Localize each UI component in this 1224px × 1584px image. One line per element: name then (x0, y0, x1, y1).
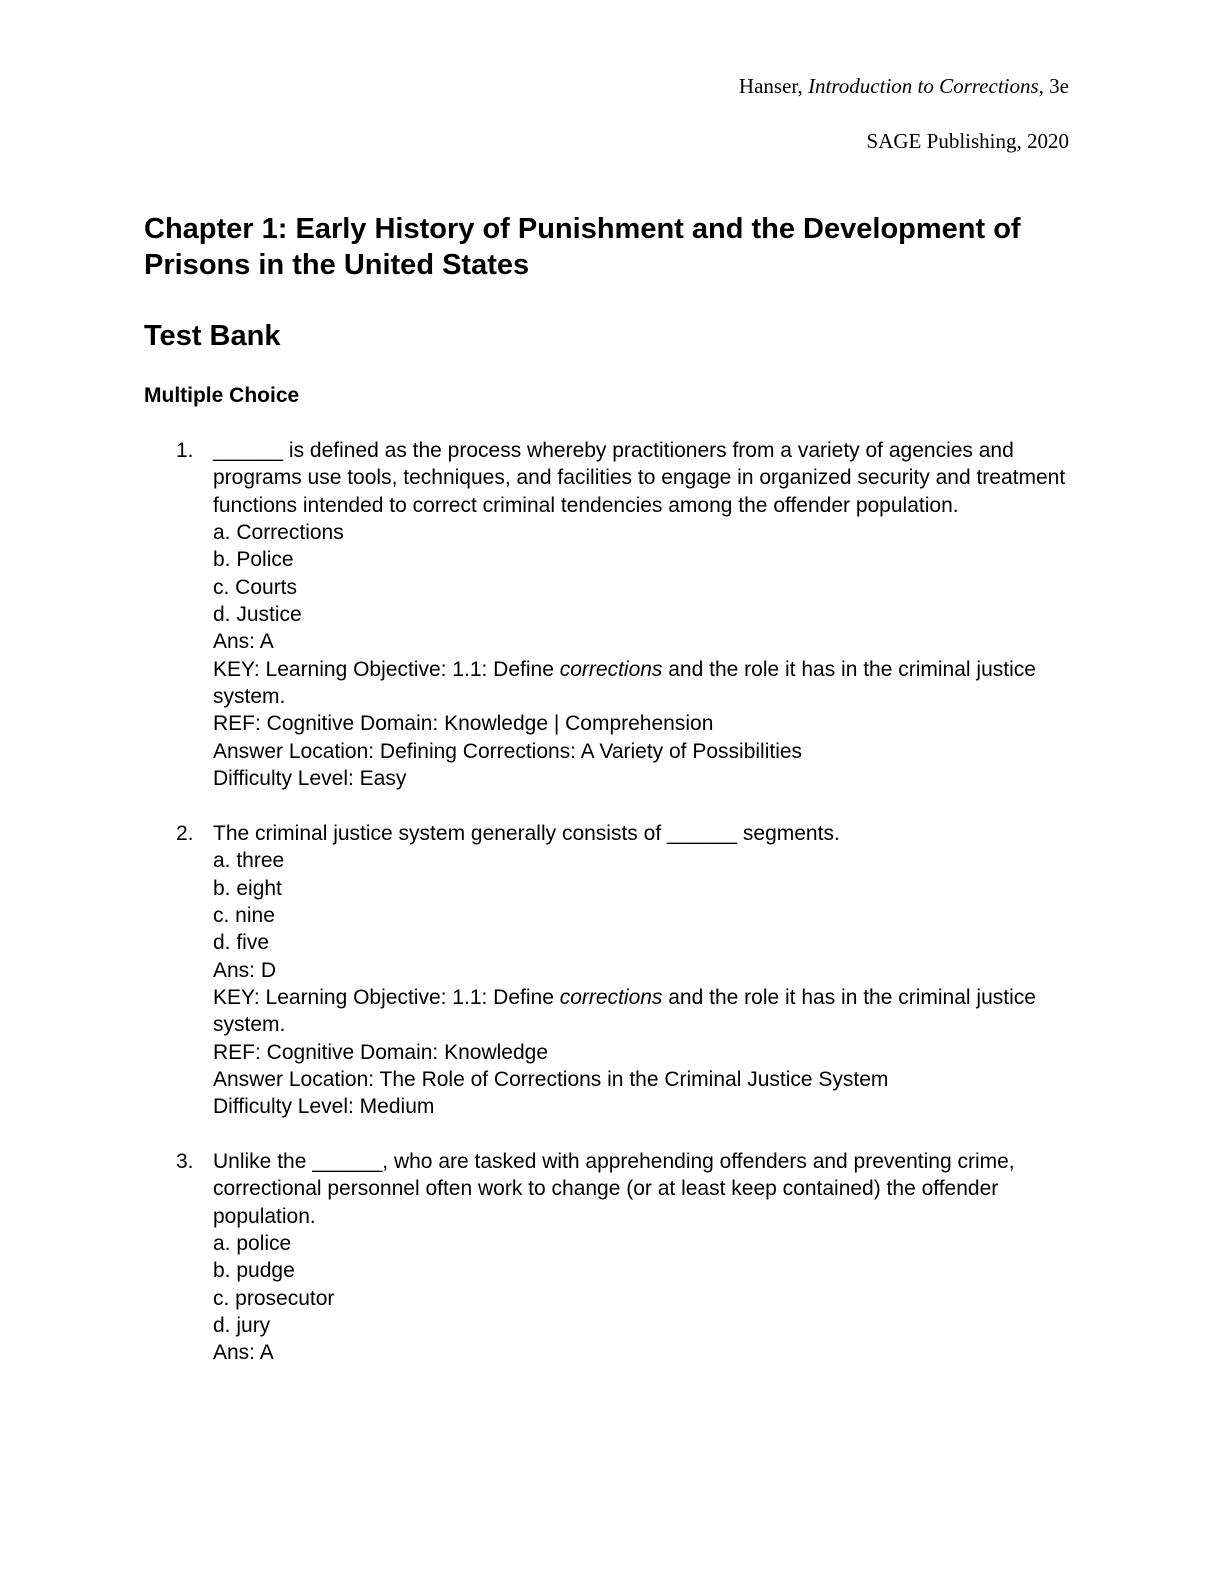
question-1 (176, 437, 1076, 792)
key-suffix: and the role it has in the criminal justice system. (213, 657, 1036, 709)
header-book-title: Introduction to Corrections (808, 74, 1039, 98)
option-b: b. Police (213, 548, 294, 572)
running-header-book (739, 74, 1069, 98)
question-stem: The criminal justice system generally consists of ______ segments. (213, 821, 840, 845)
question-2 (176, 820, 1076, 1121)
key-learning-objective (213, 984, 1076, 1039)
option-a: a. police (213, 1231, 292, 1255)
option-d: d. Justice (213, 603, 302, 627)
ref-cognitive-domain: REF: Cognitive Domain: Knowledge | Comprehension (213, 712, 714, 736)
question-number: 2. (176, 821, 194, 845)
difficulty-level: Difficulty Level: Easy (213, 767, 407, 791)
running-header-publisher: SAGE Publishing, 2020 (866, 129, 1069, 153)
difficulty-level: Difficulty Level: Medium (213, 1095, 435, 1119)
key-prefix: KEY: Learning Objective: 1.1: Define (213, 985, 560, 1009)
question-number: 1. (176, 439, 194, 462)
header-author: Hanser, (738, 74, 809, 98)
option-c: c. Courts (213, 575, 298, 599)
option-a: a. Corrections (213, 521, 344, 545)
option-d: d. five (213, 931, 270, 955)
key-learning-objective (213, 656, 1076, 711)
question-stem: ______ is defined as the process whereby practitioners from a variety of agencies and programs use tools, techniques, and facilities to engage in organized security and treatment functions intended to correct criminal tendencies among the offender population. (213, 439, 1066, 517)
answer: Ans: A (213, 1341, 274, 1365)
key-suffix: and the role it has in the criminal justice system. (213, 985, 1036, 1037)
question-stem: Unlike the ______, who are tasked with apprehending offenders and preventing crime, correctional personnel often work to change (or at least keep contained) the offender population. (213, 1149, 1015, 1228)
key-prefix: KEY: Learning Objective: 1.1: Define (213, 657, 560, 681)
ref-cognitive-domain: REF: Cognitive Domain: Knowledge (213, 1040, 548, 1064)
key-italic-term: corrections (559, 657, 663, 681)
option-d: d. jury (213, 1314, 271, 1337)
answer-location: Answer Location: The Role of Corrections in the Criminal Justice System (213, 1067, 889, 1091)
section-title: Test Bank (144, 320, 281, 352)
question-number: 3. (176, 1149, 194, 1173)
question-list (176, 437, 1076, 1394)
chapter-title: Chapter 1: Early History of Punishment and the Development of Prisons in the United States (144, 213, 1021, 281)
subsection-title: Multiple Choice (144, 384, 300, 407)
option-b: b. eight (213, 876, 282, 900)
option-b: b. pudge (213, 1259, 295, 1283)
option-c: c. nine (213, 903, 275, 927)
option-c: c. prosecutor (213, 1286, 335, 1310)
header-edition: , 3e (1038, 74, 1069, 98)
answer: Ans: D (213, 958, 277, 982)
option-a: a. three (213, 849, 285, 873)
question-3 (176, 1148, 1076, 1367)
answer-location: Answer Location: Defining Corrections: A Variety of Possibilities (213, 739, 803, 763)
key-italic-term: corrections (559, 985, 663, 1009)
answer: Ans: A (213, 630, 274, 654)
